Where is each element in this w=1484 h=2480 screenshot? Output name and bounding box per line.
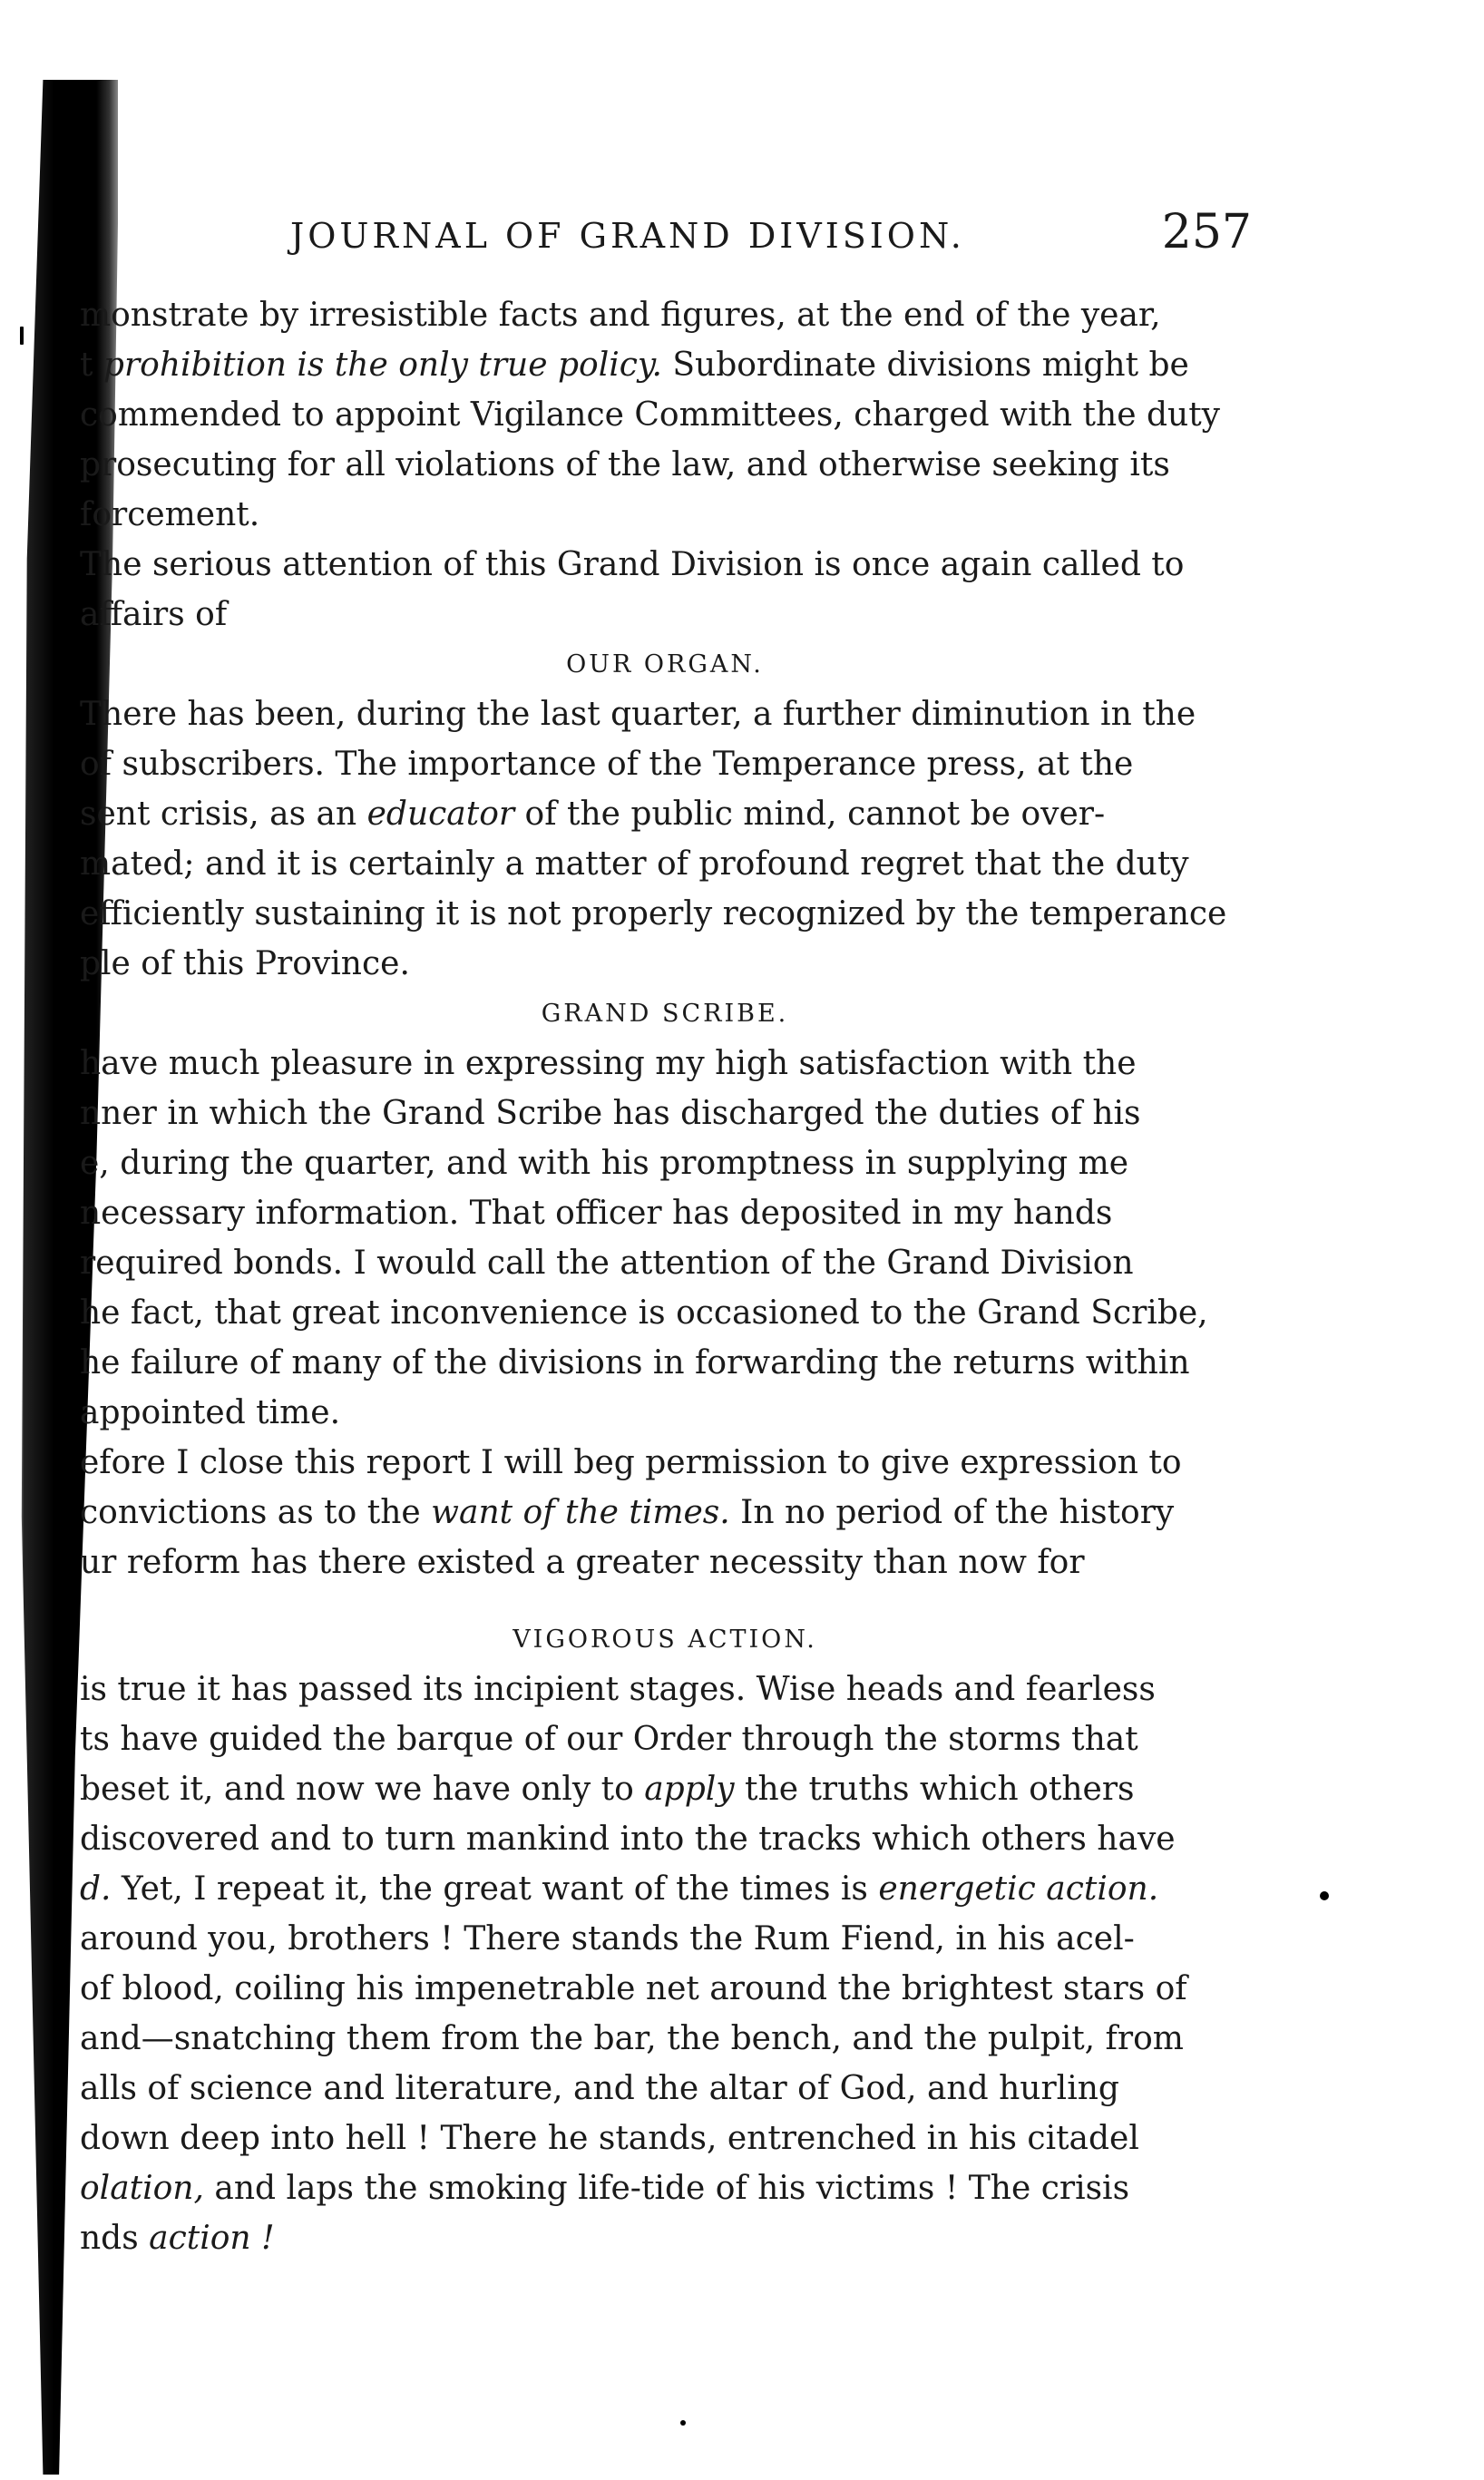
text-run: down deep into hell ! There he stands, entrenched in his citadel: [80, 2120, 1139, 2157]
text-line: [80, 939, 1250, 989]
italic-text-run: prohibition is the only true policy.: [103, 347, 662, 384]
text-run: required bonds. I would call the attention of the Grand Division: [80, 1245, 1134, 1282]
text-line: [80, 390, 1250, 440]
text-line: [80, 1089, 1250, 1138]
text-run: Yet, I repeat it, the great want of the times is: [111, 1870, 879, 1908]
text-line: [80, 1665, 1250, 1714]
page-body: [80, 290, 1250, 2263]
text-run: convictions as to the: [80, 1494, 432, 1531]
text-run: prosecuting for all violations of the law, and otherwise seeking its: [80, 446, 1170, 483]
text-run: of blood, coiling his impenetrable net around the brightest stars of: [80, 1970, 1187, 2007]
ink-speck: [1320, 1891, 1329, 1900]
text-run: nner in which the Grand Scribe has discharged the duties of his: [80, 1095, 1141, 1132]
text-line: [80, 1039, 1250, 1089]
text-line: [80, 689, 1250, 739]
text-line: [80, 1914, 1250, 1964]
text-line: [80, 739, 1250, 789]
text-line: [80, 2014, 1250, 2064]
text-run: the truths which others: [734, 1771, 1135, 1808]
text-run: necessary information. That officer has deposited in my hands: [80, 1195, 1113, 1232]
text-run: The serious attention of this Grand Division is once again called to: [80, 546, 1185, 583]
text-line: [80, 1488, 1250, 1538]
text-line: [80, 1438, 1250, 1488]
text-run: There has been, during the last quarter, a further diminution in the: [80, 696, 1196, 733]
text-run: and laps the smoking life-tide of his victims ! The crisis: [203, 2170, 1130, 2207]
italic-text-run: apply: [644, 1771, 735, 1808]
text-run: affairs of: [80, 596, 228, 633]
text-line: [80, 1864, 1250, 1914]
text-run: have much pleasure in expressing my high satisfaction with the: [80, 1045, 1137, 1082]
text-run: he failure of many of the divisions in forwarding the returns within: [80, 1344, 1190, 1382]
text-line: [80, 1538, 1250, 1587]
text-run: monstrate by irresistible facts and figures, at the end of the year,: [80, 297, 1161, 334]
text-line: [80, 2163, 1250, 2213]
text-run: e, during the quarter, and with his promptness in supplying me: [80, 1145, 1129, 1182]
running-header: [290, 205, 1252, 265]
section-heading: GRAND SCRIBE.: [541, 1000, 789, 1028]
text-line: [80, 340, 1250, 390]
text-line: [80, 590, 1250, 640]
text-run: ur reform has there existed a greater necessity than now for: [80, 1544, 1085, 1581]
text-line: [80, 2064, 1250, 2114]
italic-text-run: action !: [149, 2220, 275, 2257]
text-run: nds: [80, 2220, 150, 2257]
text-line: [80, 789, 1250, 839]
text-run: efore I close this report I will beg permission to give expression to: [80, 1444, 1182, 1481]
text-run: appointed time.: [80, 1394, 341, 1431]
italic-text-run: d.: [80, 1870, 112, 1908]
text-line: [80, 1814, 1250, 1864]
italic-text-run: want of the times.: [431, 1494, 730, 1531]
text-run: t: [80, 347, 103, 384]
section-gap: [80, 1587, 1250, 1615]
text-line: [80, 540, 1250, 590]
text-line: [80, 1388, 1250, 1438]
text-run: he fact, that great inconvenience is occasioned to the Grand Scribe,: [80, 1294, 1208, 1332]
italic-text-run: olation,: [80, 2170, 204, 2207]
italic-text-run: energetic action.: [878, 1870, 1159, 1908]
text-line: [80, 1138, 1250, 1188]
text-run: mated; and it is certainly a matter of profound regret that the duty: [80, 845, 1189, 883]
text-run: discovered and to turn mankind into the tracks which others have: [80, 1821, 1176, 1858]
text-line: [80, 839, 1250, 889]
text-run: alls of science and literature, and the altar of God, and hurling: [80, 2070, 1119, 2107]
text-line: [80, 1714, 1250, 1764]
text-run: is true it has passed its incipient stages. Wise heads and fearless: [80, 1671, 1156, 1708]
text-run: ts have guided the barque of our Order through the storms that: [80, 1721, 1138, 1758]
text-run: commended to appoint Vigilance Committees, charged with the duty: [80, 396, 1220, 434]
text-run: efficiently sustaining it is not properly recognized by the temperance: [80, 895, 1227, 932]
text-run: of subscribers. The importance of the Temperance press, at the: [80, 746, 1134, 783]
text-run: Subordinate divisions might be: [661, 347, 1189, 384]
text-line: [80, 1288, 1250, 1338]
text-line: [80, 440, 1250, 490]
text-line: [80, 1338, 1250, 1388]
text-run: ple of this Province.: [80, 945, 410, 982]
text-run: In no period of the history: [729, 1494, 1175, 1531]
text-line: [80, 290, 1250, 340]
text-run: beset it, and now we have only to: [80, 1771, 645, 1808]
text-run: around you, brothers ! There stands the Rum Fiend, in his acel-: [80, 1920, 1135, 1958]
ink-speck: [680, 2420, 686, 2426]
text-line: [80, 2213, 1250, 2263]
text-run: sent crisis, as an: [80, 796, 367, 833]
page-number: 257: [1161, 205, 1252, 259]
text-run: forcement.: [80, 496, 260, 533]
section-heading: VIGOROUS ACTION.: [513, 1626, 817, 1654]
text-line: [80, 490, 1250, 540]
text-line: [80, 2114, 1250, 2163]
journal-title: JOURNAL OF GRAND DIVISION.: [290, 216, 965, 256]
text-line: [80, 1238, 1250, 1288]
text-line: [80, 1964, 1250, 2014]
italic-text-run: educator: [366, 796, 515, 833]
text-line: [80, 1188, 1250, 1238]
section-heading: OUR ORGAN.: [566, 650, 764, 679]
text-run: and—snatching them from the bar, the bench, and the pulpit, from: [80, 2020, 1184, 2057]
text-line: [80, 1764, 1250, 1814]
text-line: [80, 889, 1250, 939]
text-run: of the public mind, cannot be over-: [514, 796, 1106, 833]
ink-speck: [20, 327, 24, 345]
